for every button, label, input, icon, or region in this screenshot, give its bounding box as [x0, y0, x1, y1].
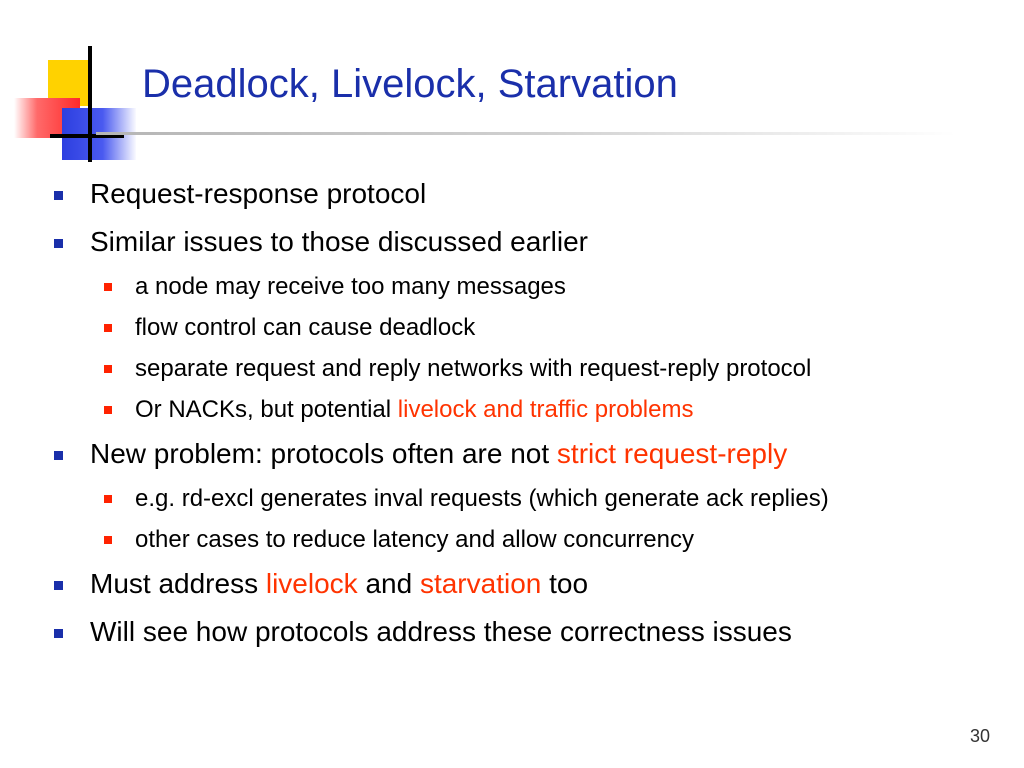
square-bullet-icon [54, 581, 63, 590]
bullet-item-level1 [52, 608, 992, 656]
slide-body [52, 170, 992, 656]
page-number: 30 [969, 726, 990, 746]
slide-logo [0, 0, 150, 170]
bullet-text: flow control can cause deadlock [135, 314, 476, 341]
bullet-item-level2 [52, 348, 992, 389]
highlighted-text: livelock and traffic problems [397, 396, 694, 423]
bullet-text: Must address [90, 568, 266, 599]
bullet-item-level2 [52, 478, 992, 519]
square-bullet-icon [104, 495, 112, 503]
square-bullet-icon [104, 365, 112, 373]
bullet-item-level2 [52, 389, 992, 430]
bullet-text: too [541, 568, 589, 599]
bullet-text: New problem: protocols often are not [90, 438, 557, 469]
square-bullet-icon [104, 406, 112, 414]
square-bullet-icon [54, 239, 63, 248]
bullet-item-level2 [52, 307, 992, 348]
bullet-text: a node may receive too many messages [135, 273, 566, 300]
bullet-text: Will see how protocols address these correctness issues [90, 616, 792, 647]
bullet-text: Or NACKs, but potential [135, 396, 398, 423]
bullet-item-level2 [52, 519, 992, 560]
bullet-text: and [357, 568, 420, 599]
slide-title: Deadlock, Livelock, Starvation [142, 62, 678, 106]
bullet-item-level2 [52, 266, 992, 307]
bullet-item-level1 [52, 560, 992, 608]
bullet-text: Similar issues to those discussed earlier [90, 226, 588, 257]
square-bullet-icon [104, 536, 112, 544]
bullet-item-level1 [52, 170, 992, 218]
logo-vertical-line [88, 46, 92, 162]
bullet-text: e.g. rd-excl generates inval requests (which generate ack replies) [135, 485, 829, 512]
bullet-item-level1 [52, 430, 992, 478]
bullet-item-level1 [52, 218, 992, 266]
bullet-text: Request-response protocol [90, 178, 427, 209]
highlighted-text: starvation [419, 568, 542, 599]
highlighted-text: livelock [265, 568, 358, 599]
bullet-text: other cases to reduce latency and allow concurrency [135, 526, 694, 553]
square-bullet-icon [54, 629, 63, 638]
square-bullet-icon [104, 283, 112, 291]
square-bullet-icon [104, 324, 112, 332]
highlighted-text: strict request-reply [556, 438, 788, 469]
square-bullet-icon [54, 451, 63, 460]
bullet-text: separate request and reply networks with request-reply protocol [135, 355, 812, 382]
title-divider [96, 132, 956, 135]
square-bullet-icon [54, 191, 63, 200]
